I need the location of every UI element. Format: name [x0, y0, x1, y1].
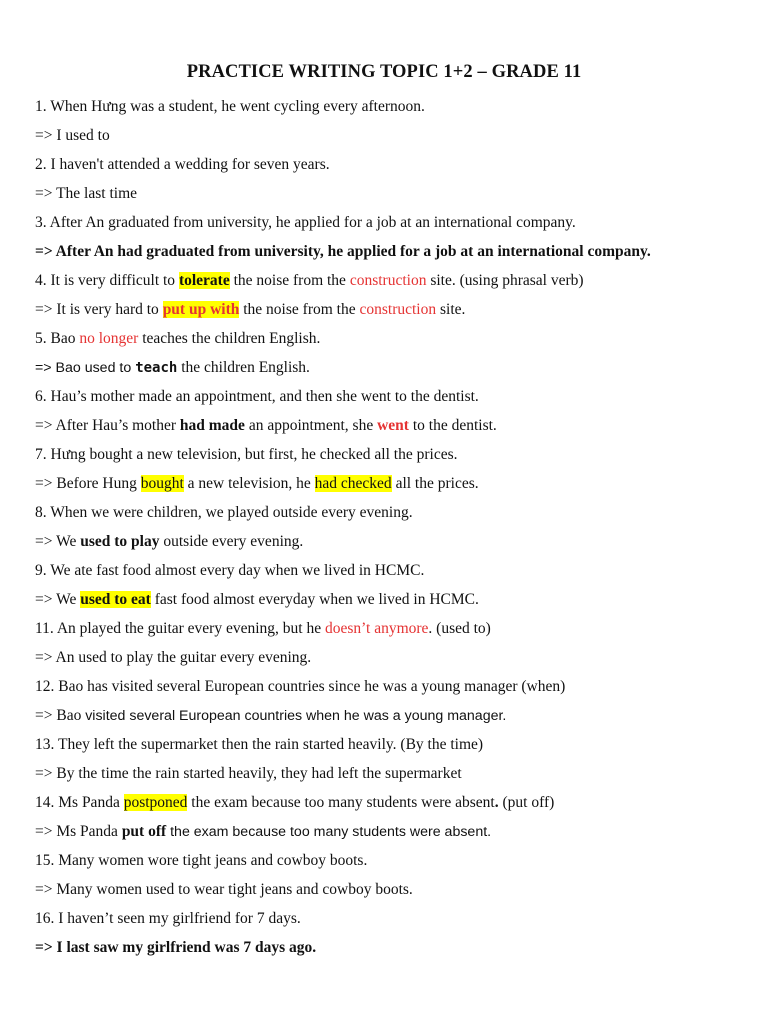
text-segment: => By the time the rain started heavily, they had left the supermarket [35, 765, 462, 782]
text-segment: teaches the children English. [138, 330, 321, 347]
text-segment: the exam because too many students were absent. [166, 824, 492, 840]
text-segment: the noise from the [229, 272, 350, 289]
question-line [35, 96, 755, 125]
text-segment: 8. When we were children, we played outside every evening. [35, 504, 413, 521]
question-line [35, 386, 755, 415]
text-segment: => It is very hard to [35, 301, 163, 318]
text-segment: the children English. [177, 359, 310, 376]
question-line [35, 270, 755, 299]
text-segment: bought [140, 475, 184, 492]
text-segment: 5. Bao [35, 330, 80, 347]
text-segment: visited several European countries when he was a young manager. [85, 708, 507, 724]
text-segment: went [377, 417, 409, 434]
question-line [35, 618, 755, 647]
text-segment: => Many women used to wear tight jeans and cowboy boots. [35, 881, 413, 898]
text-segment: 9. We ate fast food almost every day when we lived in HCMC. [35, 562, 425, 579]
page-title: PRACTICE WRITING TOPIC 1+2 – GRADE 11 [186, 62, 582, 82]
question-line [35, 502, 755, 531]
text-segment: 14. Ms Panda [35, 794, 124, 811]
answer-line [35, 473, 755, 502]
text-segment: 11. An played the guitar every evening, but he [35, 620, 325, 637]
text-segment: teach [135, 360, 178, 376]
answer-line [35, 531, 755, 560]
text-segment: used to play [80, 533, 160, 550]
text-segment: 12. Bao has visited several European countries since he was a young manager (when) [35, 678, 566, 695]
answer-line [35, 879, 755, 908]
text-segment: 3. After An graduated from university, he applied for a job at an international company. [35, 214, 576, 231]
text-segment: . [494, 794, 499, 811]
text-segment: construction [349, 272, 427, 289]
text-segment: a new television, he [183, 475, 315, 492]
text-segment: put up with [162, 301, 240, 318]
text-segment: site. [436, 301, 466, 318]
text-segment: => After An had graduated from university, he applied for a job at an international company. [35, 243, 651, 260]
text-segment: the exam because too many students were absent [187, 794, 495, 811]
text-segment: => The last time [35, 185, 137, 202]
text-segment: had checked [314, 475, 392, 492]
question-line [35, 908, 755, 937]
text-segment: outside every evening. [159, 533, 304, 550]
text-segment: used to eat [80, 591, 151, 608]
text-segment: 1. When Hưng was a student, he went cycling every afternoon. [35, 98, 425, 115]
text-segment: the noise from the [239, 301, 360, 318]
question-line [35, 154, 755, 183]
question-line [35, 792, 755, 821]
answer-line [35, 647, 755, 676]
text-segment: tolerate [178, 272, 230, 289]
text-segment: 6. Hau’s mother made an appointment, and then she went to the dentist. [35, 388, 479, 405]
answer-line [35, 705, 755, 734]
text-segment: => Before Hung [35, 475, 141, 492]
text-segment: all the prices. [391, 475, 479, 492]
answer-line [35, 415, 755, 444]
answer-line [35, 763, 755, 792]
question-line [35, 444, 755, 473]
answer-line [35, 125, 755, 154]
text-segment: an appointment, she [244, 417, 378, 434]
text-segment: doesn’t anymore [324, 620, 429, 637]
text-segment: fast food almost everyday when we lived in HCMC. [150, 591, 479, 608]
question-line [35, 212, 755, 241]
text-segment: 15. Many women wore tight jeans and cowboy boots. [35, 852, 368, 869]
text-segment: => Bao [35, 707, 86, 724]
text-segment: => I used to [35, 127, 110, 144]
answer-line [35, 183, 755, 212]
text-segment: postponed [123, 794, 188, 811]
text-segment: => An used to play the guitar every evening. [35, 649, 312, 666]
text-segment: => After Hau’s mother [35, 417, 180, 434]
text-segment: 4. It is very difficult to [35, 272, 179, 289]
text-segment: no longer [79, 330, 139, 347]
text-segment: (put off) [498, 794, 555, 811]
text-segment: => We [35, 591, 81, 608]
text-segment: construction [359, 301, 437, 318]
text-segment: 13. They left the supermarket then the rain started heavily. (By the time) [35, 736, 484, 753]
question-line [35, 560, 755, 589]
answer-line [35, 357, 755, 386]
answer-line [35, 299, 755, 328]
question-line [35, 328, 755, 357]
text-segment: . (used to) [428, 620, 491, 637]
answer-line [35, 937, 755, 966]
text-segment: 2. I haven't attended a wedding for seven years. [35, 156, 330, 173]
text-segment: had made [179, 417, 245, 434]
question-line [35, 734, 755, 763]
question-line [35, 850, 755, 879]
text-segment: site. (using phrasal verb) [426, 272, 584, 289]
question-line [35, 676, 755, 705]
text-segment: put off [121, 823, 167, 840]
text-segment: => Ms Panda [35, 823, 122, 840]
text-segment: 7. Hưng bought a new television, but first, he checked all the prices. [35, 446, 458, 463]
answer-line [35, 589, 755, 618]
exercise-list [35, 96, 755, 966]
answer-line [35, 821, 755, 850]
text-segment: => I last saw my girlfriend was 7 days ago. [35, 939, 317, 956]
text-segment: 16. I haven’t seen my girlfriend for 7 days. [35, 910, 301, 927]
text-segment: => Bao used to [35, 360, 136, 376]
text-segment: => We [35, 533, 81, 550]
answer-line [35, 241, 755, 270]
text-segment: to the dentist. [408, 417, 497, 434]
